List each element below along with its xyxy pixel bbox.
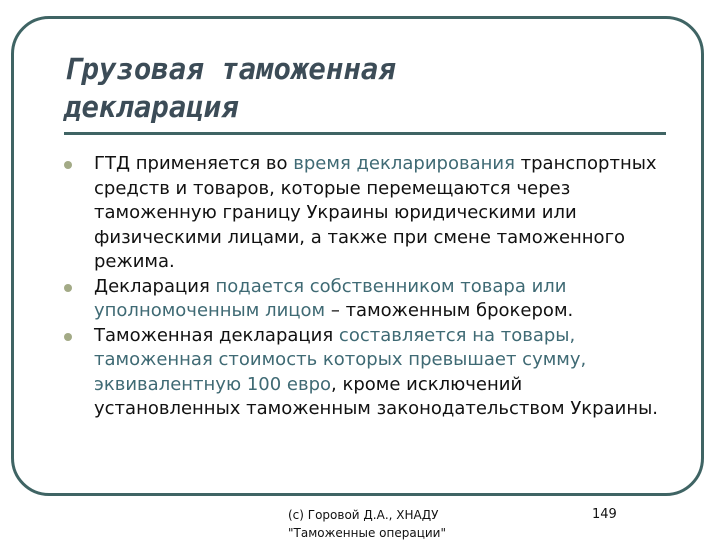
bullet-dot-icon (64, 161, 72, 169)
bullet-highlight: подается собственником товара или уполномоченным лицом (94, 275, 567, 321)
bullet-highlight: время декларирования (293, 153, 515, 174)
footer-author-line-2: "Таможенные операции" (288, 526, 446, 540)
bullet-text: Декларация (94, 275, 216, 297)
slide-title (64, 50, 396, 126)
bullet-text: транспортных средств и товаров, которые перемещаются через таможенную границу Украины юридическими или физическими лицами, а также при смене таможенного режима. (94, 153, 657, 272)
bullet-text: , кроме исключений установленных таможенным законодательством Украины. (94, 373, 659, 419)
bullet-item-threshold (64, 324, 664, 422)
footer-author-line-1: (с) Горовой Д.А., ХНАДУ (288, 508, 439, 522)
bullet-item-gtd (64, 152, 664, 275)
bullet-text: Таможенная декларация (94, 324, 339, 346)
bullet-dot-icon (64, 284, 72, 292)
bullet-item-declarant (64, 275, 664, 324)
bullet-text: – таможенным брокером. (325, 300, 574, 321)
page-number: 149 (592, 507, 617, 522)
footer-author (288, 506, 446, 542)
bullet-list (64, 152, 664, 422)
title-line-1: Грузовая таможенная (64, 52, 396, 86)
title-line-2: декларация (64, 90, 239, 124)
bullet-text: ГТД применяется во (94, 153, 294, 174)
bullet-highlight: составляется на товары, таможенная стоимость которых превышает сумму, эквивалентную 100 евро (94, 324, 587, 395)
title-divider (64, 132, 666, 135)
bullet-dot-icon (64, 333, 72, 341)
